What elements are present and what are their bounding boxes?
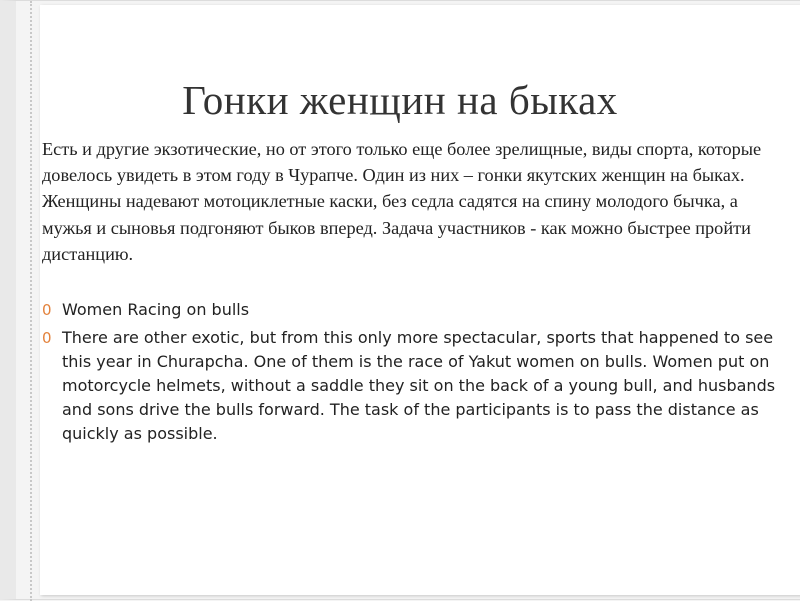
- bullet-marker-icon: 0: [42, 301, 52, 319]
- slide-title: Гонки женщин на быках: [182, 77, 618, 123]
- bullet-list: [42, 298, 782, 450]
- bullet-item-title: [42, 298, 782, 322]
- bullet-marker-icon: 0: [42, 329, 52, 347]
- bullet-item-translation: [42, 326, 782, 446]
- bullet-text: Women Racing on bulls: [62, 300, 250, 319]
- intro-paragraph: Есть и другие экзотические, но от этого только еще более зрелищные, виды спорта, которые довелось увидеть в этом году в Чурапче. Один из них – гонки якутских женщин на быках. Женщины надевают мотоциклетные каски, без седла садятся на спину молодого бычка, а мужья и сыновья подгоняют быков вперед. Задача участников - как можно быстрее пройти дистанцию.: [42, 139, 762, 264]
- bullet-text: There are other exotic, but from this only more spectacular, sports that happened to see this year in Churapcha. One of them is the race of Yakut women on bulls. Women put on motorcycle helmets, without a saddle they sit on the back of a young bull, and husbands and sons drive the bulls forward. The task of the participants is to pass the distance as quickly as possible.: [62, 328, 776, 443]
